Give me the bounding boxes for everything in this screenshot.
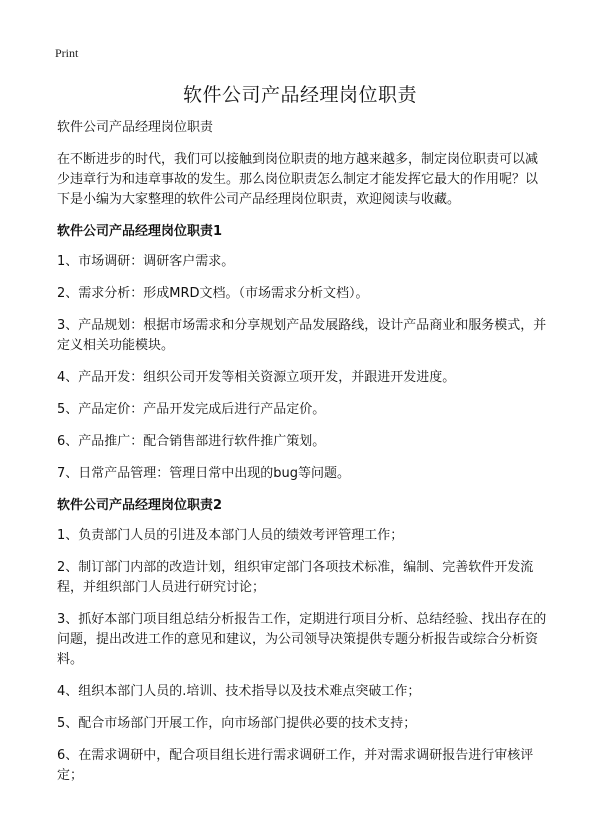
list-item: 2、制订部门内部的改造计划，组织审定部门各项技术标准，编制、完善软件开发流程，并组织部门人员进行研究讨论；	[57, 560, 534, 595]
section-heading: 软件公司产品经理岗位职责1	[57, 224, 223, 239]
list-item: 3、抓好本部门项目组总结分析报告工作，定期进行项目分析、总结经验、找出存在的问题，提出改进工作的意见和建议，为公司领导决策提供专题分析报告或综合分析资料。	[57, 612, 547, 667]
document-body	[57, 118, 548, 798]
list-item: 3、产品规划：根据市场需求和分享规划产品发展路线，设计产品商业和服务模式，并定义相关功能模块。	[57, 318, 547, 353]
list-item: 4、产品开发：组织公司开发等相关资源立项开发，并跟进开发进度。	[57, 370, 456, 385]
list-item: 7、日常产品管理：管理日常中出现的bug等问题。	[57, 466, 351, 481]
list-item: 6、产品推广：配合销售部进行软件推广策划。	[57, 434, 326, 449]
list-item: 1、市场调研：调研客户需求。	[57, 254, 235, 269]
intro-paragraph: 在不断进步的时代，我们可以接触到岗位职责的地方越来越多，制定岗位职责可以减少违章行为和违章事故的发生。那么岗位职责怎么制定才能发挥它最大的作用呢？以下是小编为大家整理的软件公司产品经理岗位职责，欢迎阅读与收藏。	[57, 152, 539, 207]
print-label: Print	[55, 46, 79, 60]
list-item: 2、需求分析：形成MRD文档。（市场需求分析文档）。	[57, 286, 369, 301]
document-title: 软件公司产品经理岗位职责	[182, 84, 417, 106]
section-1	[57, 222, 548, 484]
section-heading: 软件公司产品经理岗位职责2	[57, 498, 223, 513]
list-item: 4、组织本部门人员的.培训、技术指导以及技术难点突破工作；	[57, 684, 421, 699]
section-2	[57, 496, 548, 786]
list-item: 5、配合市场部门开展工作，向市场部门提供必要的技术支持；	[57, 716, 417, 731]
list-item: 1、负责部门人员的引进及本部门人员的绩效考评管理工作；	[57, 528, 404, 543]
document-subtitle: 软件公司产品经理岗位职责	[57, 120, 214, 135]
list-item: 5、产品定价：产品开发完成后进行产品定价。	[57, 402, 326, 417]
list-item: 6、在需求调研中，配合项目组长进行需求调研工作，并对需求调研报告进行审核评定；	[57, 748, 534, 783]
